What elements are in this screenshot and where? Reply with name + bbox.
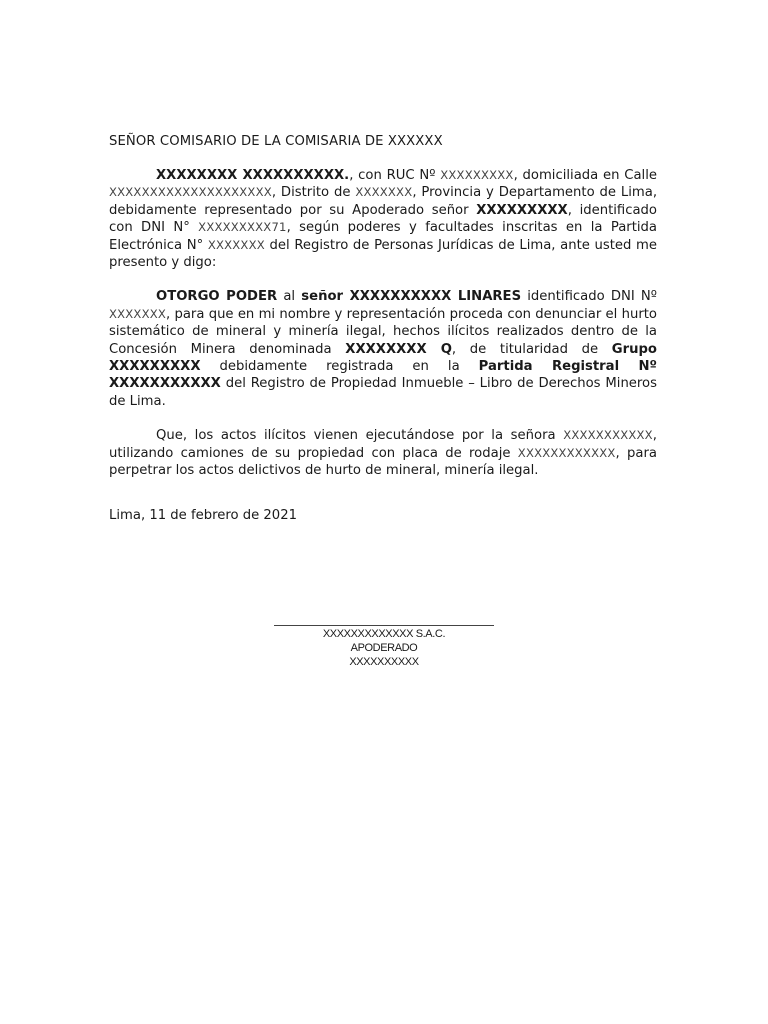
ruc-number: XXXXXXXXX: [440, 168, 514, 182]
document-heading: SEÑOR COMISARIO DE LA COMISARIA DE XXXXXX: [109, 134, 443, 149]
text-segment: , Provincia y Departamento de Lima, debidamente representado por su Apoderado señor: [109, 185, 658, 218]
group-name: Grupo XXXXXXXXX: [109, 341, 657, 375]
document-date: Lima, 11 de febrero de 2021: [109, 507, 297, 523]
accused-name: XXXXXXXXXXX: [563, 428, 653, 443]
signature-line: [274, 616, 494, 626]
text-segment: , según poderes y facultades inscritas en la Partida Electrónica N°: [109, 220, 658, 253]
text-segment: al: [277, 289, 302, 305]
partida-number: XXXXXXX: [207, 237, 265, 252]
paragraph-power-of-attorney: [109, 288, 657, 410]
plate-number: XXXXXXXXXXXX: [517, 445, 616, 460]
text-segment: del Registro de Propiedad Inmueble – Libro de Derechos Mineros de Lima.: [109, 376, 657, 409]
text-segment: , domiciliada en Calle: [513, 168, 657, 183]
text-segment: , identificado con DNI N°: [109, 202, 657, 236]
company-name: XXXXXXXX XXXXXXXXXX.: [156, 168, 350, 183]
text-segment: identificado DNI Nº: [521, 289, 658, 305]
partida-registral: Partida Registral Nº XXXXXXXXXXX: [109, 359, 657, 392]
text-segment: , para que en mi nombre y representación proceda con denunciar el hurto sistemático de mineral y minería ilegal, hechos ilícitos realizados dentro de la Concesión Minera denominada: [109, 306, 657, 357]
signature-company: XXXXXXXXXXXXX S.A.C.: [322, 628, 446, 640]
attorney-dni: XXXXXXXXX71: [198, 220, 287, 235]
attorney-name: XXXXXXXXX: [476, 202, 568, 218]
paragraph-facts: [109, 427, 657, 479]
signature-name: XXXXXXXXXX: [349, 656, 419, 668]
document-body: [109, 132, 657, 525]
street-name: XXXXXXXXXXXXXXXXXXXX: [109, 185, 272, 200]
concession-name: XXXXXXXX Q: [345, 341, 452, 357]
text-segment: Que, los actos ilícitos vienen ejecutándose por la señora: [156, 428, 564, 444]
district-name: XXXXXXX: [355, 185, 413, 200]
bold-segment: OTORGO PODER: [156, 289, 278, 305]
signature-role: APODERADO: [350, 642, 418, 654]
signature-block: [274, 616, 494, 669]
text-segment: , de titularidad de: [451, 341, 612, 357]
grantee-dni: XXXXXXX: [109, 306, 166, 321]
grantee-name: señor XXXXXXXXXX LINARES: [301, 289, 522, 305]
text-segment: debidamente registrada en la: [200, 359, 479, 375]
text-segment: , para perpetrar los actos delictivos de hurto de mineral, minería ilegal.: [109, 445, 657, 479]
text-segment: , Distrito de: [271, 185, 356, 201]
text-segment: , con RUC Nº: [349, 168, 441, 183]
text-segment: del Registro de Personas Jurídicas de Lima, ante usted me presento y digo:: [109, 237, 657, 271]
paragraph-introduction: [109, 167, 657, 271]
text-segment: , utilizando camiones de su propiedad con placa de rodaje: [109, 428, 657, 461]
